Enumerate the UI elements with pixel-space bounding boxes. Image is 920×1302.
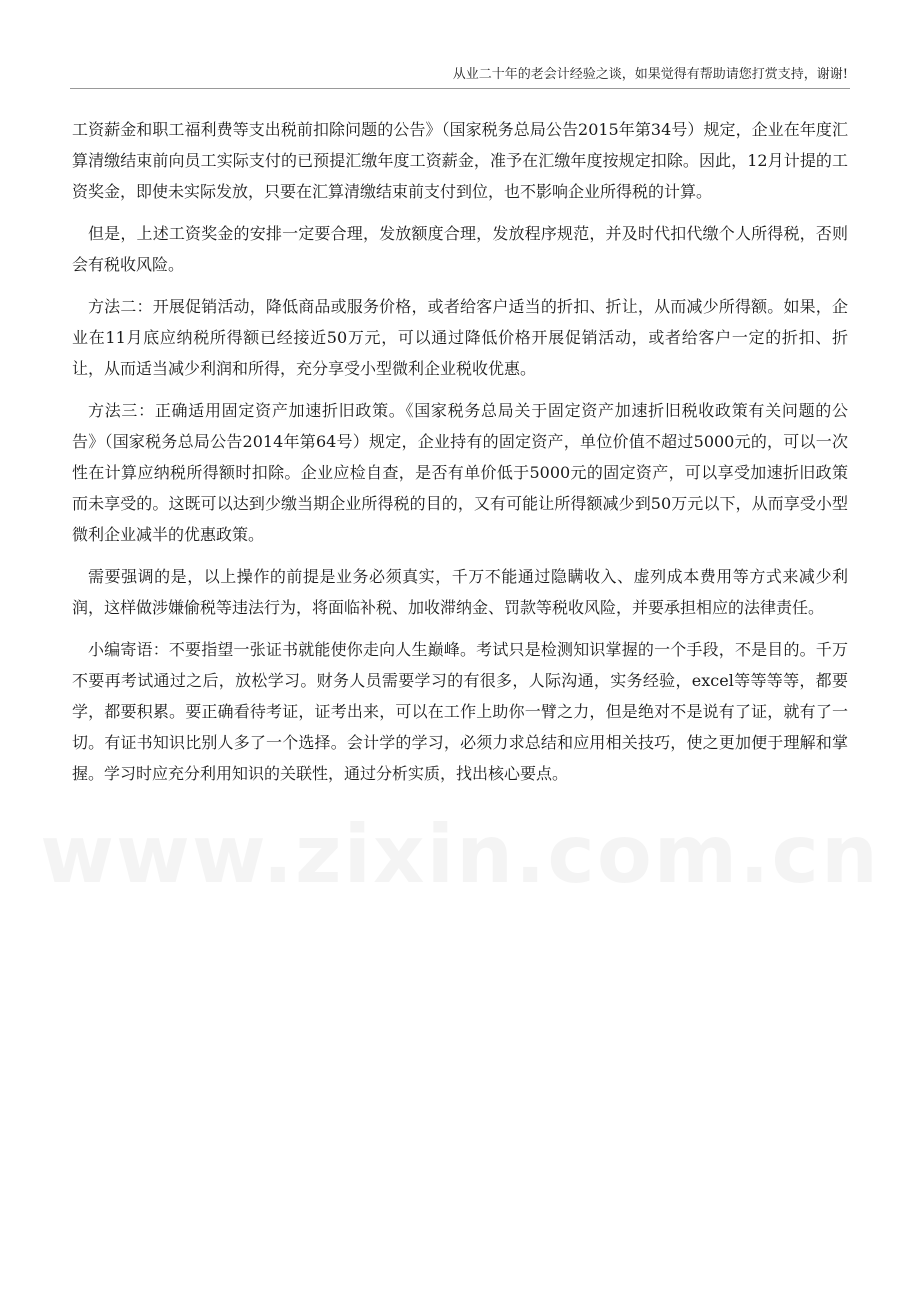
- paragraph-method-three: 方法三：正确适用固定资产加速折旧政策。《国家税务总局关于固定资产加速折旧税收政策有关问题的公告》（国家税务总局公告2014年第64号）规定，企业持有的固定资产，单位价值不超过5000元的，可以一次性在计算应纳税所得额时扣除。企业应检自查，是否有单价低于5000元的固定资产，可以享受加速折旧政策而未享受的。这既可以达到少缴当期企业所得税的目的，又有可能让所得额减少到50万元以下，从而享受小型微利企业减半的优惠政策。: [72, 401, 848, 544]
- paragraph-bonus-caution: 但是，上述工资奖金的安排一定要合理，发放额度合理，发放程序规范，并及时代扣代缴个人所得税，否则会有税收风险。: [72, 224, 848, 274]
- paragraph-wage-deduction: 工资薪金和职工福利费等支出税前扣除问题的公告》（国家税务总局公告2015年第34号）规定，企业在年度汇算清缴结束前向员工实际支付的已预提汇缴年度工资薪金，准予在汇缴年度按规定扣除。因此，12月计提的工资奖金，即使未实际发放，只要在汇算清缴结束前支付到位，也不影响企业所得税的计算。: [72, 120, 848, 201]
- paragraph-method-two: 方法二：开展促销活动，降低商品或服务价格，或者给客户适当的折扣、折让，从而减少所得额。如果，企业在11月底应纳税所得额已经接近50万元，可以通过降低价格开展促销活动，或者给客户一定的折扣、折让，从而适当减少利润和所得，充分享受小型微利企业税收优惠。: [72, 297, 848, 378]
- article-body: [72, 114, 848, 800]
- header-divider: [70, 88, 850, 89]
- page-header: 从业二十年的老会计经验之谈，如果觉得有帮助请您打赏支持，谢谢!: [452, 67, 848, 82]
- watermark: [0, 808, 920, 901]
- paragraph-editor-note: 小编寄语：不要指望一张证书就能使你走向人生巅峰。考试只是检测知识掌握的一个手段，不是目的。千万不要再考试通过之后，放松学习。财务人员需要学习的有很多，人际沟通，实务经验，excel等等等等，都要学，都要积累。要正确看待考证，证考出来，可以在工作上助你一臂之力，但是绝对不是说有了证，就有了一切。有证书知识比别人多了一个选择。会计学的学习，必须力求总结和应用相关技巧，使之更加便于理解和掌握。学习时应充分利用知识的关联性，通过分析实质，找出核心要点。: [72, 640, 848, 783]
- paragraph-emphasis: 需要强调的是，以上操作的前提是业务必须真实，千万不能通过隐瞒收入、虚列成本费用等方式来减少利润，这样做涉嫌偷税等违法行为，将面临补税、加收滞纳金、罚款等税收风险，并要承担相应的法律责任。: [72, 567, 848, 617]
